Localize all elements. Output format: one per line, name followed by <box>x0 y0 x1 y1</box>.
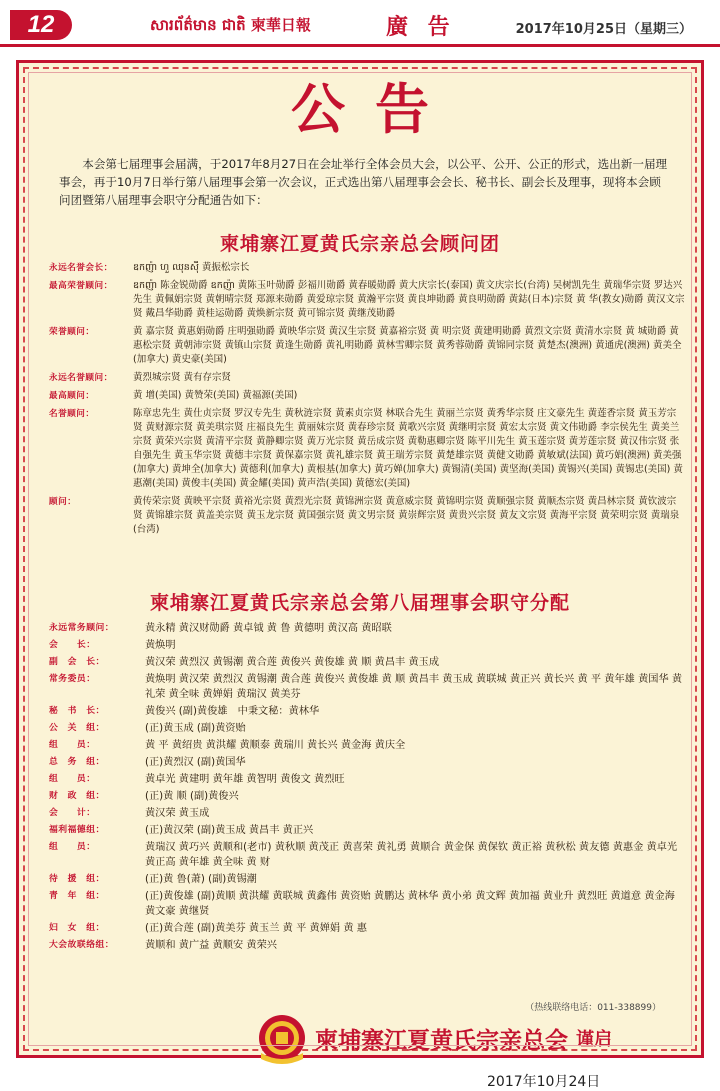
member-names: 黄 增(美国) 黄赞荣(美国) 黄福源(美国) <box>133 390 298 401</box>
member-names: 黄汉荣 黄烈汉 黄锡潮 黄合莲 黄俊兴 黄俊雄 黄 顺 黄昌丰 黄玉成 <box>145 657 440 668</box>
roster-row <box>49 938 685 953</box>
header-divider <box>0 44 720 47</box>
role-label: 会 计： <box>49 808 96 818</box>
member-names: (正)黄烈汉 (副)黄国华 <box>145 757 246 768</box>
notice-frame <box>16 60 704 1090</box>
role-label: 顾问： <box>49 497 77 507</box>
role-label: 组 员： <box>49 774 96 784</box>
role-label: 妇 女 组： <box>49 923 105 933</box>
roster-row <box>49 772 685 787</box>
role-label: 最高顾问： <box>49 391 95 401</box>
advisory-roster <box>49 261 685 541</box>
role-label: 待 援 组： <box>49 874 105 884</box>
issue-date: 2017年10月25日（星期三） <box>515 22 692 37</box>
roster-row <box>49 704 685 719</box>
member-names: 陈章忠先生 黄仕贞宗贤 罗汉专先生 黄秋涟宗贤 黄素贞宗贤 林联合先生 黄丽兰宗贤 黄秀华宗贤 庄文豪先生 黄莲香宗贤 黄玉芳宗贤 黄财源宗贤 黄美琪宗贤 庄福良先生 黄丽妹宗贤 黄春珍宗贤 黄歌兴宗贤 黄继明宗贤 黄宏太宗贤 黄文伟勋爵 李宗侯先生 黄美兰宗贤 黄荣兴宗贤 黄清平宗贤 黄静卿宗贤 黄万光宗贤 黄岳成宗贤 黄勒惠卿宗贤 陈平川先生 黄玉莲宗贤 黄芳莲宗贤 黄汉伟宗贤 张自强先生 黄玉华宗贤 黄德丰宗贤 黄保嘉宗贤 黄礼雄宗贤 黄王瑞芳宗贤 黄楚雄宗贤 黄健文勋爵 黄敏斌(法国) 黄巧娟(澳洲) 黄美强(加拿大) 黄坤全(加拿大) 黄德利(加拿大) 黄根基(加拿大) 黄巧婵(加拿大) 黄锡清(美国) 黄坚海(美国) 黄锡兴(美国) 黄锡忠(美国) 黄惠潮(美国) 黄俊丰(美国) 黄金耀(美国) 黄声浩(美国) 黄德宏(美国) <box>133 408 683 489</box>
notice-title: 公告 <box>291 77 459 141</box>
member-names: (正)黄俊雄 (副)黄顺 黄洪耀 黄联城 黄鑫伟 黄资贻 黄鹏达 黄林华 黄小弟 黄文辉 黄加福 黄业升 黄烈旺 黄道意 黄金海 黄文豪 黄继贤 <box>145 891 675 917</box>
role-label: 最高荣誉顾问： <box>49 281 113 291</box>
member-names: 黄汉荣 黄玉成 <box>145 808 210 819</box>
roster-row <box>49 789 685 804</box>
roster-row <box>49 806 685 821</box>
organization-name: 柬埔寨江夏黄氏宗亲总会 <box>315 1026 568 1054</box>
member-names: 黄顺和 黄广益 黄顺安 黄荣兴 <box>145 940 277 951</box>
role-label: 副 会 长： <box>49 657 105 667</box>
member-names: (正)黄 顺 (副)黄俊兴 <box>145 791 239 802</box>
member-names: 黄传荣宗贤 黄映平宗贤 黄裕光宗贤 黄烈光宗贤 黄锦洲宗贤 黄意威宗贤 黄锦明宗贤 黄顺强宗贤 黄顺杰宗贤 黄昌林宗贤 黄钦波宗贤 黄锦雄宗贤 黄盖美宗贤 黄玉龙宗贤 黄国强宗贤 黄文男宗贤 黄崇辉宗贤 黄贵兴宗贤 黄友文宗贤 黄海平宗贤 黄荣明宗贤 黄瑞泉(台湾) <box>133 496 680 535</box>
roster-row <box>49 823 685 838</box>
masthead: សារព័ត៌មាន ជាតិ 柬華日報 <box>150 16 311 34</box>
roster-row <box>49 889 685 919</box>
notice-intro: 本会第七届理事会届满，于2017年8月27日在会址举行全体会员大会，以公平、公开、公正的形式，选出新一届理事会，再于10月7日举行第八届理事会第一次会议，正式选出第八届理事会会长、秘书长、副会长及理事，现将本会顾问团暨第八届理事会职守分配通告如下： <box>59 157 668 207</box>
member-names: 黄永精 黄汉财勋爵 黄卓钺 黄 鲁 黄德明 黄汉高 黄昭联 <box>145 623 392 634</box>
roster-row <box>49 389 685 403</box>
member-names: 黄 平 黄绍贵 黄洪耀 黄顺泰 黄瑞川 黄长兴 黄金海 黄庆全 <box>145 740 406 751</box>
role-label: 公 关 组： <box>49 723 105 733</box>
role-label: 会 长： <box>49 640 96 650</box>
member-names: 黄卓光 黄建明 黄年雄 黄智明 黄俊文 黄烈旺 <box>145 774 345 785</box>
role-label: 组 员： <box>49 842 96 852</box>
member-names: 黄焕明 <box>145 640 176 651</box>
board-title: 柬埔寨江夏黄氏宗亲总会第八届理事会职守分配 <box>149 592 570 614</box>
roster-row <box>49 621 685 636</box>
member-names: 黄烈城宗贤 黄有存宗贤 <box>133 372 232 383</box>
member-names: (正)黄玉成 (副)黄资贻 <box>145 723 246 734</box>
role-label: 大会故联络组： <box>49 940 115 950</box>
roster-row <box>49 921 685 936</box>
member-names: (正)黄合莲 (副)黄美芬 黄玉兰 黄 平 黄婵娟 黄 惠 <box>145 923 367 934</box>
respect-mark: 谨启 <box>576 1029 612 1050</box>
role-label: 永远常务顾问： <box>49 623 115 633</box>
roster-row <box>49 655 685 670</box>
roster-row <box>49 371 685 385</box>
roster-row <box>49 261 685 275</box>
member-names: 黄 嘉宗贤 黄惠娟勋爵 庄明强勋爵 黄映华宗贤 黄汉生宗贤 黄嘉裕宗贤 黄 明宗贤 黄建明勋爵 黄烈文宗贤 黄清水宗贤 黄 城勋爵 黄惠松宗贤 黄朝沛宗贤 黄镇山宗贤 黄逢生勋爵 黄礼明勋爵 黄林雪卿宗贤 黄秀蓉勋爵 黄锦同宗贤 黄楚杰(澳洲) 黄通虎(澳洲) 黄美全(加拿大) 黄史豪(美国) <box>133 326 682 365</box>
role-label: 永远名誉顾问： <box>49 373 113 383</box>
page-number: 12 <box>10 10 72 40</box>
roster-row <box>49 407 685 491</box>
role-label: 福利福德组： <box>49 825 105 835</box>
section-name: 廣 告 <box>386 14 456 40</box>
roster-row <box>49 721 685 736</box>
member-names: ឧកញ៉ា ហួ ឈុនស៊ី 黄振松宗长 <box>133 262 250 273</box>
roster-row <box>49 638 685 653</box>
signature-block <box>257 1013 612 1063</box>
roster-row <box>49 840 685 870</box>
role-label: 名誉顾问： <box>49 409 95 419</box>
role-label: 常务委员： <box>49 674 96 684</box>
member-names: (正)黄 鲁(萧) (副)黄锡潮 <box>145 874 257 885</box>
role-label: 总 务 组： <box>49 757 105 767</box>
member-names: (正)黄汉荣 (副)黄玉成 黄昌丰 黄正兴 <box>145 825 314 836</box>
association-emblem-icon <box>257 1013 307 1063</box>
role-label: 荣誉顾问： <box>49 327 95 337</box>
role-label: 青 年 组： <box>49 891 105 901</box>
roster-row <box>49 755 685 770</box>
roster-row <box>49 325 685 367</box>
roster-row <box>49 738 685 753</box>
member-names: 黄瑞汉 黄巧兴 黄顺和(老市) 黄秋顺 黄茂正 黄喜荣 黄礼勇 黄顺合 黄金保 黄保钦 黄正裕 黄秋松 黄友德 黄惠金 黄卓光 黄正高 黄年雄 黄全味 黄 财 <box>145 842 678 868</box>
hotline: （热线联络电话：011-338899） <box>525 1003 661 1013</box>
roster-row <box>49 495 685 537</box>
roster-row <box>49 872 685 887</box>
sign-date: 2017年10月24日 <box>487 1074 601 1090</box>
member-names: 黄俊兴 (副)黄俊雄 中秉文秘：黄林华 <box>145 706 320 717</box>
role-label: 财 政 组： <box>49 791 105 801</box>
advisory-title: 柬埔寨江夏黄氏宗亲总会顾问团 <box>219 233 500 255</box>
role-label: 秘 书 长： <box>49 706 105 716</box>
board-roster <box>49 621 685 955</box>
roster-row <box>49 279 685 321</box>
role-label: 组 员： <box>49 740 96 750</box>
member-names: 黄焕明 黄汉荣 黄烈汉 黄锡潮 黄合莲 黄俊兴 黄俊雄 黄 顺 黄昌丰 黄玉成 黄联城 黄正兴 黄长兴 黄 平 黄年雄 黄国华 黄礼荣 黄全味 黄婵娟 黄瑞汉 黄美芬 <box>145 674 683 700</box>
roster-row <box>49 672 685 702</box>
newspaper-header <box>0 0 720 48</box>
role-label: 永远名誉会长： <box>49 263 113 273</box>
member-names: ឧកញ៉ា 陈金锐勋爵 ឧកញ៉ា 黄陈玉叶勋爵 彭福川勋爵 黄春暖勋爵 黄大庆宗长(泰国) 黄文庆宗长(台湾) 吴树凯先生 黄瑞华宗贤 罗达兴先生 黄佩娟宗贤 黄朝晴宗贤 郑源来勋爵 黄爱琼宗贤 黄瀚平宗贤 黄良坤勋爵 黄良明勋爵 黄鋕(日本)宗贤 黄 华(教女)勋爵 黄汉文宗贤 戴昌华勋爵 黄桂运勋爵 黄焕新宗贤 黄可锦宗贤 黄继茂勋爵 <box>133 280 685 319</box>
